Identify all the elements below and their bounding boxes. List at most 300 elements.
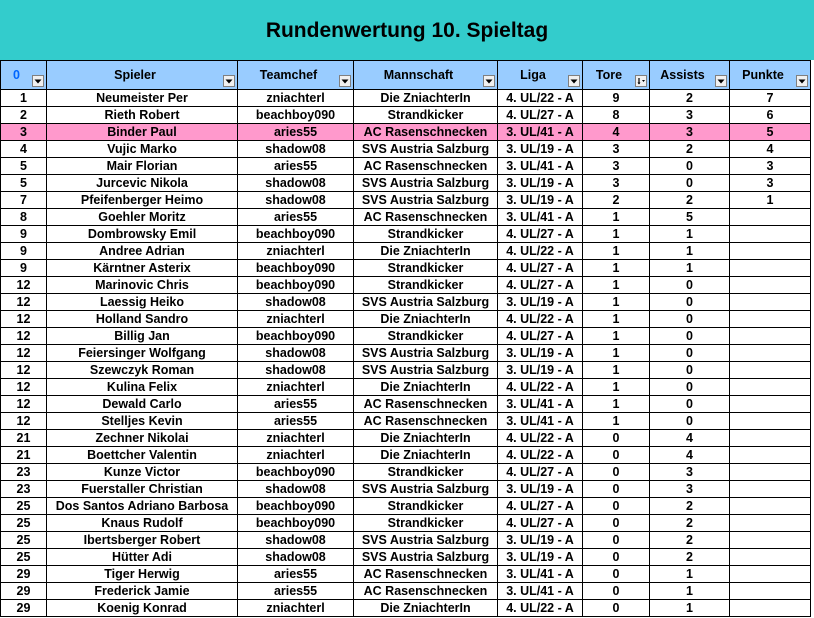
- cell-tore[interactable]: 1: [583, 379, 650, 396]
- cell-rank[interactable]: 21: [1, 430, 47, 447]
- cell-punkte[interactable]: [730, 328, 811, 345]
- cell-tore[interactable]: 0: [583, 549, 650, 566]
- cell-spieler[interactable]: Zechner Nikolai: [47, 430, 238, 447]
- cell-punkte[interactable]: [730, 413, 811, 430]
- table-row: [1, 311, 811, 328]
- cell-punkte[interactable]: [730, 226, 811, 243]
- cell-rank[interactable]: 1: [1, 90, 47, 107]
- cell-liga[interactable]: 4. UL/27 - A: [498, 260, 583, 277]
- table-row: [1, 192, 811, 209]
- cell-rank[interactable]: 29: [1, 583, 47, 600]
- cell-mannschaft[interactable]: Strandkicker: [354, 226, 498, 243]
- table-row: [1, 379, 811, 396]
- cell-rank[interactable]: 23: [1, 481, 47, 498]
- cell-liga[interactable]: 3. UL/19 - A: [498, 345, 583, 362]
- cell-rank[interactable]: 3: [1, 124, 47, 141]
- cell-spieler[interactable]: Neumeister Per: [47, 90, 238, 107]
- col-header-liga[interactable]: [498, 61, 583, 90]
- cell-teamchef[interactable]: zniachterl: [238, 430, 354, 447]
- cell-tore[interactable]: 1: [583, 294, 650, 311]
- cell-liga[interactable]: 3. UL/41 - A: [498, 566, 583, 583]
- cell-tore[interactable]: 3: [583, 141, 650, 158]
- cell-punkte[interactable]: [730, 532, 811, 549]
- cell-assists[interactable]: 0: [650, 396, 730, 413]
- cell-tore[interactable]: 1: [583, 209, 650, 226]
- cell-punkte[interactable]: 4: [730, 141, 811, 158]
- cell-punkte[interactable]: [730, 277, 811, 294]
- cell-tore[interactable]: 1: [583, 396, 650, 413]
- table-row: [1, 566, 811, 583]
- cell-assists[interactable]: 1: [650, 583, 730, 600]
- cell-liga[interactable]: 4. UL/22 - A: [498, 379, 583, 396]
- cell-mannschaft[interactable]: SVS Austria Salzburg: [354, 141, 498, 158]
- cell-tore[interactable]: 3: [583, 158, 650, 175]
- cell-tore[interactable]: 1: [583, 362, 650, 379]
- title-banner: [0, 0, 814, 60]
- cell-assists[interactable]: 0: [650, 175, 730, 192]
- cell-tore[interactable]: 1: [583, 311, 650, 328]
- cell-tore[interactable]: 8: [583, 107, 650, 124]
- cell-assists[interactable]: 2: [650, 549, 730, 566]
- dropdown-arrow-icon[interactable]: [339, 75, 351, 87]
- cell-liga[interactable]: 4. UL/27 - A: [498, 498, 583, 515]
- cell-mannschaft[interactable]: Die ZniachterIn: [354, 600, 498, 617]
- dropdown-arrow-icon[interactable]: [796, 75, 808, 87]
- cell-teamchef[interactable]: aries55: [238, 124, 354, 141]
- table-row: [1, 532, 811, 549]
- cell-spieler[interactable]: Frederick Jamie: [47, 583, 238, 600]
- cell-assists[interactable]: 0: [650, 379, 730, 396]
- cell-teamchef[interactable]: aries55: [238, 209, 354, 226]
- col-header-tore[interactable]: [583, 61, 650, 90]
- cell-assists[interactable]: 0: [650, 413, 730, 430]
- cell-teamchef[interactable]: shadow08: [238, 481, 354, 498]
- table-row: [1, 396, 811, 413]
- cell-liga[interactable]: 3. UL/41 - A: [498, 396, 583, 413]
- col-header-spieler[interactable]: [47, 61, 238, 90]
- cell-spieler[interactable]: Ibertsberger Robert: [47, 532, 238, 549]
- header-row: [1, 61, 811, 90]
- table-row: [1, 107, 811, 124]
- cell-liga[interactable]: 4. UL/22 - A: [498, 447, 583, 464]
- cell-liga[interactable]: 3. UL/19 - A: [498, 175, 583, 192]
- cell-mannschaft[interactable]: SVS Austria Salzburg: [354, 294, 498, 311]
- table-row: [1, 600, 811, 617]
- cell-mannschaft[interactable]: SVS Austria Salzburg: [354, 175, 498, 192]
- cell-teamchef[interactable]: zniachterl: [238, 243, 354, 260]
- cell-mannschaft[interactable]: Die ZniachterIn: [354, 311, 498, 328]
- table-row: [1, 413, 811, 430]
- table-row: [1, 481, 811, 498]
- cell-mannschaft[interactable]: Strandkicker: [354, 107, 498, 124]
- cell-liga[interactable]: 3. UL/41 - A: [498, 158, 583, 175]
- cell-rank[interactable]: 21: [1, 447, 47, 464]
- cell-tore[interactable]: 3: [583, 175, 650, 192]
- cell-punkte[interactable]: [730, 362, 811, 379]
- cell-teamchef[interactable]: zniachterl: [238, 379, 354, 396]
- cell-punkte[interactable]: [730, 566, 811, 583]
- cell-spieler[interactable]: Koenig Konrad: [47, 600, 238, 617]
- cell-mannschaft[interactable]: SVS Austria Salzburg: [354, 481, 498, 498]
- cell-teamchef[interactable]: aries55: [238, 158, 354, 175]
- cell-liga[interactable]: 3. UL/19 - A: [498, 192, 583, 209]
- cell-rank[interactable]: 25: [1, 549, 47, 566]
- cell-mannschaft[interactable]: Strandkicker: [354, 498, 498, 515]
- cell-spieler[interactable]: Binder Paul: [47, 124, 238, 141]
- cell-spieler[interactable]: Kunze Victor: [47, 464, 238, 481]
- cell-assists[interactable]: 2: [650, 498, 730, 515]
- cell-mannschaft[interactable]: AC Rasenschnecken: [354, 209, 498, 226]
- col-header-label: Liga: [520, 67, 546, 82]
- dropdown-arrow-icon[interactable]: [483, 75, 495, 87]
- cell-tore[interactable]: 1: [583, 328, 650, 345]
- cell-spieler[interactable]: Rieth Robert: [47, 107, 238, 124]
- cell-assists[interactable]: 4: [650, 430, 730, 447]
- cell-punkte[interactable]: [730, 294, 811, 311]
- cell-tore[interactable]: 2: [583, 192, 650, 209]
- table-row: [1, 549, 811, 566]
- cell-teamchef[interactable]: shadow08: [238, 362, 354, 379]
- cell-spieler[interactable]: Fuerstaller Christian: [47, 481, 238, 498]
- cell-mannschaft[interactable]: SVS Austria Salzburg: [354, 345, 498, 362]
- cell-teamchef[interactable]: beachboy090: [238, 260, 354, 277]
- cell-spieler[interactable]: Szewczyk Roman: [47, 362, 238, 379]
- cell-assists[interactable]: 2: [650, 192, 730, 209]
- dropdown-arrow-icon[interactable]: [223, 75, 235, 87]
- table-row: [1, 124, 811, 141]
- cell-rank[interactable]: 5: [1, 158, 47, 175]
- cell-teamchef[interactable]: shadow08: [238, 192, 354, 209]
- cell-tore[interactable]: 1: [583, 413, 650, 430]
- cell-rank[interactable]: 29: [1, 600, 47, 617]
- cell-tore[interactable]: 0: [583, 481, 650, 498]
- cell-liga[interactable]: 4. UL/22 - A: [498, 600, 583, 617]
- cell-liga[interactable]: 3. UL/19 - A: [498, 481, 583, 498]
- table-row: [1, 447, 811, 464]
- cell-punkte[interactable]: [730, 396, 811, 413]
- results-table: [0, 60, 811, 617]
- cell-punkte[interactable]: [730, 549, 811, 566]
- cell-assists[interactable]: 3: [650, 481, 730, 498]
- cell-teamchef[interactable]: shadow08: [238, 175, 354, 192]
- cell-mannschaft[interactable]: SVS Austria Salzburg: [354, 362, 498, 379]
- cell-assists[interactable]: 2: [650, 515, 730, 532]
- cell-teamchef[interactable]: beachboy090: [238, 328, 354, 345]
- cell-assists[interactable]: 2: [650, 532, 730, 549]
- table-row: [1, 498, 811, 515]
- table-row: [1, 583, 811, 600]
- col-header-punkte[interactable]: [730, 61, 811, 90]
- cell-teamchef[interactable]: zniachterl: [238, 600, 354, 617]
- cell-rank[interactable]: 12: [1, 328, 47, 345]
- table-row: [1, 345, 811, 362]
- table-row: [1, 430, 811, 447]
- cell-assists[interactable]: 1: [650, 600, 730, 617]
- cell-mannschaft[interactable]: Die ZniachterIn: [354, 90, 498, 107]
- cell-teamchef[interactable]: aries55: [238, 583, 354, 600]
- cell-assists[interactable]: 1: [650, 260, 730, 277]
- cell-spieler[interactable]: Vujic Marko: [47, 141, 238, 158]
- cell-rank[interactable]: 12: [1, 277, 47, 294]
- cell-spieler[interactable]: Knaus Rudolf: [47, 515, 238, 532]
- cell-teamchef[interactable]: shadow08: [238, 532, 354, 549]
- cell-mannschaft[interactable]: Die ZniachterIn: [354, 379, 498, 396]
- cell-mannschaft[interactable]: Strandkicker: [354, 464, 498, 481]
- table-body: [1, 90, 811, 617]
- cell-spieler[interactable]: Pfeifenberger Heimo: [47, 192, 238, 209]
- cell-rank[interactable]: 7: [1, 192, 47, 209]
- cell-rank[interactable]: 25: [1, 532, 47, 549]
- cell-punkte[interactable]: 5: [730, 124, 811, 141]
- table-row: [1, 141, 811, 158]
- cell-liga[interactable]: 4. UL/27 - A: [498, 328, 583, 345]
- cell-mannschaft[interactable]: Strandkicker: [354, 515, 498, 532]
- cell-punkte[interactable]: [730, 379, 811, 396]
- cell-tore[interactable]: 0: [583, 583, 650, 600]
- table-row: [1, 464, 811, 481]
- cell-rank[interactable]: 12: [1, 396, 47, 413]
- cell-mannschaft[interactable]: AC Rasenschnecken: [354, 413, 498, 430]
- cell-punkte[interactable]: 1: [730, 192, 811, 209]
- cell-liga[interactable]: 3. UL/19 - A: [498, 532, 583, 549]
- cell-punkte[interactable]: [730, 464, 811, 481]
- cell-rank[interactable]: 9: [1, 260, 47, 277]
- cell-punkte[interactable]: [730, 583, 811, 600]
- cell-mannschaft[interactable]: SVS Austria Salzburg: [354, 549, 498, 566]
- cell-mannschaft[interactable]: Strandkicker: [354, 260, 498, 277]
- cell-assists[interactable]: 0: [650, 311, 730, 328]
- cell-liga[interactable]: 4. UL/22 - A: [498, 90, 583, 107]
- cell-spieler[interactable]: Boettcher Valentin: [47, 447, 238, 464]
- cell-teamchef[interactable]: beachboy090: [238, 226, 354, 243]
- cell-spieler[interactable]: Laessig Heiko: [47, 294, 238, 311]
- cell-spieler[interactable]: Goehler Moritz: [47, 209, 238, 226]
- cell-spieler[interactable]: Marinovic Chris: [47, 277, 238, 294]
- cell-tore[interactable]: 9: [583, 90, 650, 107]
- cell-tore[interactable]: 1: [583, 345, 650, 362]
- cell-assists[interactable]: 1: [650, 243, 730, 260]
- cell-spieler[interactable]: Dombrowsky Emil: [47, 226, 238, 243]
- cell-tore[interactable]: 0: [583, 447, 650, 464]
- cell-assists[interactable]: 2: [650, 90, 730, 107]
- cell-liga[interactable]: 3. UL/41 - A: [498, 583, 583, 600]
- cell-rank[interactable]: 5: [1, 175, 47, 192]
- cell-punkte[interactable]: 7: [730, 90, 811, 107]
- table-row: [1, 328, 811, 345]
- cell-spieler[interactable]: Kulina Felix: [47, 379, 238, 396]
- cell-spieler[interactable]: Kärntner Asterix: [47, 260, 238, 277]
- cell-spieler[interactable]: Feiersinger Wolfgang: [47, 345, 238, 362]
- dropdown-arrow-icon[interactable]: [568, 75, 580, 87]
- cell-liga[interactable]: 3. UL/19 - A: [498, 362, 583, 379]
- cell-assists[interactable]: 0: [650, 277, 730, 294]
- cell-mannschaft[interactable]: Die ZniachterIn: [354, 243, 498, 260]
- page-title: Rundenwertung 10. Spieltag: [265, 19, 549, 42]
- cell-tore[interactable]: 0: [583, 498, 650, 515]
- col-header-label: Punkte: [742, 67, 784, 82]
- cell-rank[interactable]: 12: [1, 311, 47, 328]
- cell-rank[interactable]: 9: [1, 243, 47, 260]
- cell-punkte[interactable]: [730, 481, 811, 498]
- cell-mannschaft[interactable]: SVS Austria Salzburg: [354, 192, 498, 209]
- cell-liga[interactable]: 4. UL/27 - A: [498, 277, 583, 294]
- sort-descending-icon[interactable]: [635, 75, 647, 87]
- cell-tore[interactable]: 0: [583, 515, 650, 532]
- dropdown-arrow-icon[interactable]: [32, 75, 44, 87]
- cell-mannschaft[interactable]: AC Rasenschnecken: [354, 158, 498, 175]
- cell-rank[interactable]: 8: [1, 209, 47, 226]
- cell-tore[interactable]: 0: [583, 600, 650, 617]
- cell-tore[interactable]: 0: [583, 430, 650, 447]
- cell-punkte[interactable]: [730, 430, 811, 447]
- cell-tore[interactable]: 0: [583, 566, 650, 583]
- col-header-rank[interactable]: [1, 61, 47, 90]
- table-row: [1, 260, 811, 277]
- cell-rank[interactable]: 12: [1, 362, 47, 379]
- table-row: [1, 277, 811, 294]
- cell-punkte[interactable]: 6: [730, 107, 811, 124]
- cell-rank[interactable]: 25: [1, 515, 47, 532]
- cell-liga[interactable]: 4. UL/27 - A: [498, 107, 583, 124]
- cell-assists[interactable]: 0: [650, 158, 730, 175]
- cell-punkte[interactable]: [730, 345, 811, 362]
- cell-assists[interactable]: 3: [650, 107, 730, 124]
- cell-liga[interactable]: 4. UL/22 - A: [498, 311, 583, 328]
- cell-assists[interactable]: 2: [650, 141, 730, 158]
- table-row: [1, 362, 811, 379]
- cell-spieler[interactable]: Hütter Adi: [47, 549, 238, 566]
- cell-assists[interactable]: 1: [650, 566, 730, 583]
- cell-spieler[interactable]: Jurcevic Nikola: [47, 175, 238, 192]
- cell-punkte[interactable]: [730, 515, 811, 532]
- cell-punkte[interactable]: [730, 243, 811, 260]
- cell-liga[interactable]: 3. UL/19 - A: [498, 549, 583, 566]
- col-header-assists[interactable]: [650, 61, 730, 90]
- cell-teamchef[interactable]: zniachterl: [238, 90, 354, 107]
- cell-teamchef[interactable]: shadow08: [238, 345, 354, 362]
- col-header-label: Tore: [595, 67, 623, 82]
- cell-assists[interactable]: 3: [650, 124, 730, 141]
- cell-spieler[interactable]: Holland Sandro: [47, 311, 238, 328]
- cell-rank[interactable]: 29: [1, 566, 47, 583]
- cell-teamchef[interactable]: beachboy090: [238, 498, 354, 515]
- cell-assists[interactable]: 1: [650, 226, 730, 243]
- cell-mannschaft[interactable]: Die ZniachterIn: [354, 447, 498, 464]
- cell-spieler[interactable]: Stelljes Kevin: [47, 413, 238, 430]
- cell-spieler[interactable]: Dos Santos Adriano Barbosa: [47, 498, 238, 515]
- cell-mannschaft[interactable]: AC Rasenschnecken: [354, 566, 498, 583]
- cell-punkte[interactable]: [730, 447, 811, 464]
- cell-teamchef[interactable]: zniachterl: [238, 311, 354, 328]
- cell-teamchef[interactable]: shadow08: [238, 141, 354, 158]
- table-row: [1, 226, 811, 243]
- col-header-label: 0: [13, 67, 20, 82]
- cell-tore[interactable]: 1: [583, 243, 650, 260]
- cell-liga[interactable]: 3. UL/41 - A: [498, 413, 583, 430]
- cell-rank[interactable]: 12: [1, 294, 47, 311]
- cell-punkte[interactable]: [730, 209, 811, 226]
- cell-mannschaft[interactable]: SVS Austria Salzburg: [354, 532, 498, 549]
- cell-liga[interactable]: 3. UL/19 - A: [498, 141, 583, 158]
- cell-punkte[interactable]: [730, 311, 811, 328]
- cell-rank[interactable]: 12: [1, 379, 47, 396]
- cell-tore[interactable]: 0: [583, 532, 650, 549]
- cell-liga[interactable]: 4. UL/22 - A: [498, 430, 583, 447]
- cell-mannschaft[interactable]: Strandkicker: [354, 328, 498, 345]
- cell-mannschaft[interactable]: AC Rasenschnecken: [354, 583, 498, 600]
- cell-punkte[interactable]: 3: [730, 158, 811, 175]
- cell-spieler[interactable]: Andree Adrian: [47, 243, 238, 260]
- cell-rank[interactable]: 23: [1, 464, 47, 481]
- cell-teamchef[interactable]: shadow08: [238, 294, 354, 311]
- cell-spieler[interactable]: Dewald Carlo: [47, 396, 238, 413]
- cell-tore[interactable]: 1: [583, 277, 650, 294]
- cell-assists[interactable]: 5: [650, 209, 730, 226]
- cell-punkte[interactable]: [730, 260, 811, 277]
- cell-rank[interactable]: 4: [1, 141, 47, 158]
- cell-liga[interactable]: 4. UL/22 - A: [498, 243, 583, 260]
- cell-liga[interactable]: 4. UL/27 - A: [498, 464, 583, 481]
- cell-mannschaft[interactable]: Die ZniachterIn: [354, 430, 498, 447]
- cell-liga[interactable]: 4. UL/27 - A: [498, 226, 583, 243]
- cell-teamchef[interactable]: aries55: [238, 566, 354, 583]
- cell-tore[interactable]: 1: [583, 260, 650, 277]
- cell-rank[interactable]: 12: [1, 413, 47, 430]
- cell-punkte[interactable]: [730, 600, 811, 617]
- cell-assists[interactable]: 0: [650, 294, 730, 311]
- cell-rank[interactable]: 25: [1, 498, 47, 515]
- cell-punkte[interactable]: [730, 498, 811, 515]
- cell-assists[interactable]: 0: [650, 328, 730, 345]
- cell-teamchef[interactable]: beachboy090: [238, 515, 354, 532]
- cell-teamchef[interactable]: shadow08: [238, 549, 354, 566]
- cell-spieler[interactable]: Tiger Herwig: [47, 566, 238, 583]
- cell-liga[interactable]: 3. UL/19 - A: [498, 294, 583, 311]
- col-header-teamchef[interactable]: [238, 61, 354, 90]
- cell-teamchef[interactable]: beachboy090: [238, 277, 354, 294]
- cell-liga[interactable]: 4. UL/27 - A: [498, 515, 583, 532]
- cell-teamchef[interactable]: beachboy090: [238, 464, 354, 481]
- cell-tore[interactable]: 1: [583, 226, 650, 243]
- col-header-mannschaft[interactable]: [354, 61, 498, 90]
- cell-rank[interactable]: 9: [1, 226, 47, 243]
- cell-teamchef[interactable]: beachboy090: [238, 107, 354, 124]
- cell-assists[interactable]: 3: [650, 464, 730, 481]
- cell-assists[interactable]: 4: [650, 447, 730, 464]
- cell-tore[interactable]: 4: [583, 124, 650, 141]
- cell-mannschaft[interactable]: AC Rasenschnecken: [354, 124, 498, 141]
- cell-assists[interactable]: 0: [650, 345, 730, 362]
- cell-teamchef[interactable]: aries55: [238, 413, 354, 430]
- col-header-label: Teamchef: [259, 67, 318, 82]
- cell-teamchef[interactable]: aries55: [238, 396, 354, 413]
- cell-tore[interactable]: 0: [583, 464, 650, 481]
- cell-liga[interactable]: 3. UL/41 - A: [498, 209, 583, 226]
- table-row: [1, 175, 811, 192]
- cell-teamchef[interactable]: zniachterl: [238, 447, 354, 464]
- cell-spieler[interactable]: Mair Florian: [47, 158, 238, 175]
- cell-assists[interactable]: 0: [650, 362, 730, 379]
- cell-rank[interactable]: 12: [1, 345, 47, 362]
- cell-mannschaft[interactable]: AC Rasenschnecken: [354, 396, 498, 413]
- dropdown-arrow-icon[interactable]: [715, 75, 727, 87]
- cell-spieler[interactable]: Billig Jan: [47, 328, 238, 345]
- cell-punkte[interactable]: 3: [730, 175, 811, 192]
- cell-mannschaft[interactable]: Strandkicker: [354, 277, 498, 294]
- table-row: [1, 90, 811, 107]
- cell-rank[interactable]: 2: [1, 107, 47, 124]
- cell-liga[interactable]: 3. UL/41 - A: [498, 124, 583, 141]
